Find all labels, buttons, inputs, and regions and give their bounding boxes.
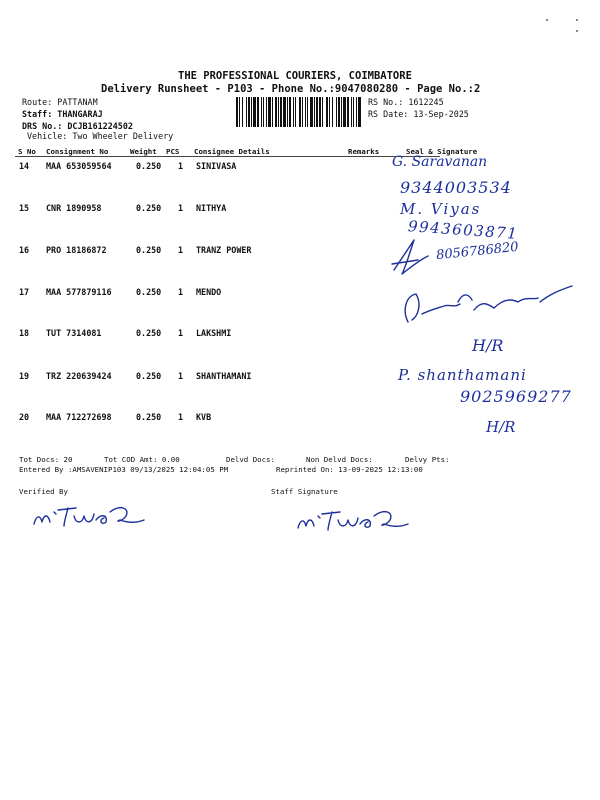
- scan-speck: [576, 19, 578, 21]
- row-weight: 0.250: [136, 245, 162, 255]
- col-header-consignment: Consignment No: [46, 147, 109, 156]
- row-consignment: TRZ 220639424: [46, 371, 112, 381]
- row-consignee: SHANTHAMANI: [196, 371, 252, 381]
- row-sno: 18: [19, 328, 30, 338]
- staff-signature: [294, 504, 419, 534]
- col-header-sno: S No: [18, 147, 36, 156]
- col-header-remarks: Remarks: [348, 147, 380, 156]
- col-header-weight: Weight: [130, 147, 157, 156]
- row-weight: 0.250: [136, 328, 162, 338]
- handwritten-phone-row16: 8056786820: [435, 239, 520, 264]
- handwritten-phone-row19: 9025969277: [460, 387, 572, 406]
- row-sno: 17: [19, 287, 30, 297]
- col-header-seal: Seal & Signature: [406, 147, 478, 156]
- row-consignment: MAA 712272698: [46, 412, 112, 422]
- col-header-consignee: Consignee Details: [194, 147, 270, 156]
- row-weight: 0.250: [136, 203, 162, 213]
- row-pcs: 1: [178, 328, 184, 338]
- handwritten-name-row14: G. Saravanan: [392, 154, 488, 170]
- handwritten-phone-row15: 9943603871: [407, 217, 519, 243]
- row-pcs: 1: [178, 371, 184, 381]
- handwritten-signature-row16: [388, 236, 438, 280]
- row-sno: 16: [19, 245, 30, 255]
- row-consignment: MAA 577879116: [46, 287, 112, 297]
- rs-date: RS Date: 13-Sep-2025: [368, 109, 469, 119]
- scan-speck: [546, 19, 548, 21]
- row-weight: 0.250: [136, 371, 162, 381]
- row-consignee: NITHYA: [196, 203, 227, 213]
- row-weight: 0.250: [136, 287, 162, 297]
- staff-signature-label: Staff Signature: [271, 487, 338, 496]
- verifier-signature: [30, 500, 155, 530]
- company-title: THE PROFESSIONAL COURIERS, COIMBATORE: [178, 70, 412, 82]
- vehicle-label: Vehicle: Two Wheeler Delivery: [27, 131, 174, 141]
- delivery-points: Delvy Pts:: [405, 455, 450, 464]
- handwritten-phone-row14: 9344003534: [400, 178, 512, 197]
- row-weight: 0.250: [136, 161, 162, 171]
- total-docs: Tot Docs: 20: [19, 455, 73, 464]
- reprinted-on: Reprinted On: 13-09-2025 12:13:00: [276, 465, 423, 474]
- row-weight: 0.250: [136, 412, 162, 422]
- verified-by-label: Verified By: [19, 487, 68, 496]
- handwritten-signature-row17: [398, 280, 578, 330]
- row-pcs: 1: [178, 412, 184, 422]
- runsheet-subtitle: Delivery Runsheet - P103 - Phone No.:9047080280 - Page No.:2: [101, 83, 481, 95]
- row-sno: 19: [19, 371, 30, 381]
- barcode: [236, 97, 362, 127]
- row-consignee: MENDO: [196, 287, 222, 297]
- header-divider: [15, 156, 440, 157]
- row-sno: 15: [19, 203, 30, 213]
- row-pcs: 1: [178, 287, 184, 297]
- entered-by: Entered By :AMSAVENIP103 09/13/2025 12:04:05 PM: [19, 465, 229, 474]
- drs-label: DRS No.: DCJB161224502: [22, 121, 133, 131]
- route-label: Route: PATTANAM: [22, 97, 98, 107]
- handwritten-name-row15: M. Viyas: [400, 200, 482, 218]
- row-consignee: LAKSHMI: [196, 328, 232, 338]
- handwritten-mark-row18: H/R: [472, 336, 504, 355]
- row-consignment: MAA 653059564: [46, 161, 112, 171]
- row-sno: 20: [19, 412, 30, 422]
- delivered-docs: Delvd Docs:: [226, 455, 275, 464]
- row-sno: 14: [19, 161, 30, 171]
- handwritten-name-row19: P. shanthamani: [398, 366, 527, 384]
- rs-number: RS No.: 1612245: [368, 97, 444, 107]
- row-consignee: KVB: [196, 412, 212, 422]
- total-cod-amount: Tot COD Amt: 0.00: [104, 455, 180, 464]
- staff-label: Staff: THANGARAJ: [22, 109, 103, 119]
- scan-speck: [576, 30, 578, 32]
- row-consignment: PRO 18186872: [46, 245, 107, 255]
- handwritten-mark-row20: H/R: [486, 418, 516, 436]
- row-pcs: 1: [178, 245, 184, 255]
- row-consignee: TRANZ POWER: [196, 245, 252, 255]
- row-pcs: 1: [178, 161, 184, 171]
- row-consignee: SINIVASA: [196, 161, 237, 171]
- row-consignment: TUT 7314081: [46, 328, 102, 338]
- row-consignment: CNR 1890958: [46, 203, 102, 213]
- row-pcs: 1: [178, 203, 184, 213]
- non-delivered-docs: Non Delvd Docs:: [306, 455, 373, 464]
- col-header-pcs: PCS: [166, 147, 180, 156]
